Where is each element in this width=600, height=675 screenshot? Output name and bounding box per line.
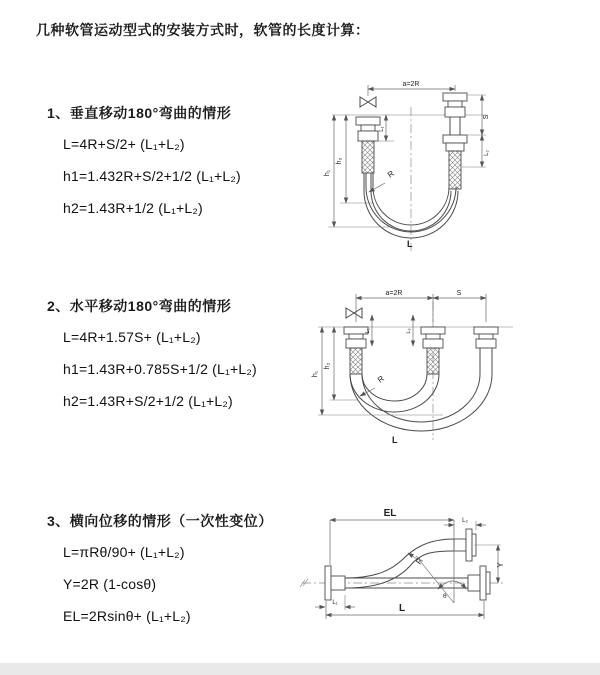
dim-label-length: L [392, 435, 398, 445]
page-title: 几种软管运动型式的安装方式时，软管的长度计算： [36, 22, 370, 38]
dimension-l2 [406, 315, 413, 346]
formula-h1: h1=1.43R+0.785S+1/2 (L₁+L₂) [63, 361, 257, 377]
formula-y: Y=2R (1-cosθ) [63, 576, 157, 592]
formula-length: L=4R+S/2+ (L₁+L₂) [63, 136, 185, 152]
dim-label-y: Y [496, 562, 505, 568]
dimension-length [326, 601, 484, 619]
dim-label-width: a=2R [402, 81, 420, 88]
section-vertical-movement [47, 104, 241, 231]
dim-label-radius: R [414, 556, 425, 567]
right-fitting-raised [443, 93, 467, 117]
dim-label-s: S [456, 290, 462, 297]
formula-el: EL=2Rsinθ+ (L₁+L₂) [63, 608, 191, 624]
section-horizontal-movement [47, 297, 257, 424]
diagram-lateral-displacement [298, 503, 533, 643]
dim-label-radius: R [375, 373, 386, 385]
section-1-heading: 1、垂直移动180°弯曲的情形 [47, 105, 232, 121]
formula-h1: h1=1.432R+S/2+1/2 (L₁+L₂) [63, 168, 241, 184]
dim-label-l1: L₁ [365, 328, 371, 334]
dimension-s [433, 290, 486, 298]
right-flange-displaced [454, 529, 476, 561]
dimension-width [356, 290, 486, 322]
braided-hose-middle [427, 348, 439, 374]
dim-label-s: S [483, 114, 490, 120]
dim-label-l2: L₂ [406, 328, 412, 334]
section-3-heading: 3、横向位移的情形（一次性变位） [47, 513, 273, 529]
dimension-el [330, 508, 454, 603]
middle-fitting [421, 327, 445, 348]
diagram-vertical-180-bend [310, 75, 525, 260]
page-bottom-edge [0, 663, 600, 675]
dim-label-h1: h₁ [312, 370, 319, 378]
right-fitting-lower [443, 135, 467, 151]
left-flange [325, 566, 345, 600]
dimension-l1 [315, 595, 355, 610]
section-2-heading: 2、水平移动180°弯曲的情形 [47, 298, 232, 314]
left-fitting [356, 117, 380, 141]
valve-icon [360, 97, 376, 107]
formula-length: L=πRθ/90+ (L₁+L₂) [63, 544, 185, 560]
dim-label-h2: h₂ [336, 157, 343, 165]
formula-length: L=4R+1.57S+ (L₁+L₂) [63, 329, 201, 345]
dim-label-h1: h₁ [324, 169, 331, 177]
dim-label-length: L [407, 239, 413, 249]
dim-label-l2: L₂ [484, 150, 490, 156]
hose-s-curve [345, 539, 454, 588]
diagram-horizontal-180-bend [308, 282, 528, 450]
dim-label-l1: L₁ [379, 126, 385, 132]
right-flange-original [468, 566, 490, 600]
dimension-width [368, 81, 455, 96]
hose-bend [350, 374, 492, 431]
formula-h2: h2=1.43R+S/2+1/2 (L₁+L₂) [63, 393, 233, 409]
dim-label-l2: L₂ [462, 518, 468, 524]
dim-label-angle: θ [443, 593, 447, 600]
dim-label-width: a=2R [385, 290, 403, 297]
dim-label-el: EL [383, 508, 397, 519]
right-fitting-moved [474, 327, 498, 348]
dim-label-radius: R [385, 168, 396, 180]
valve-icon [346, 308, 362, 318]
braided-hose-right [449, 151, 461, 189]
braided-hose-left [350, 348, 362, 374]
dim-label-length: L [398, 603, 406, 614]
dim-label-l1: L₁ [332, 600, 338, 606]
formula-h2: h2=1.43R+1/2 (L₁+L₂) [63, 200, 203, 216]
dim-label-h2: h₂ [324, 362, 331, 370]
section-lateral-displacement [47, 512, 273, 639]
braided-hose-left [362, 141, 374, 173]
